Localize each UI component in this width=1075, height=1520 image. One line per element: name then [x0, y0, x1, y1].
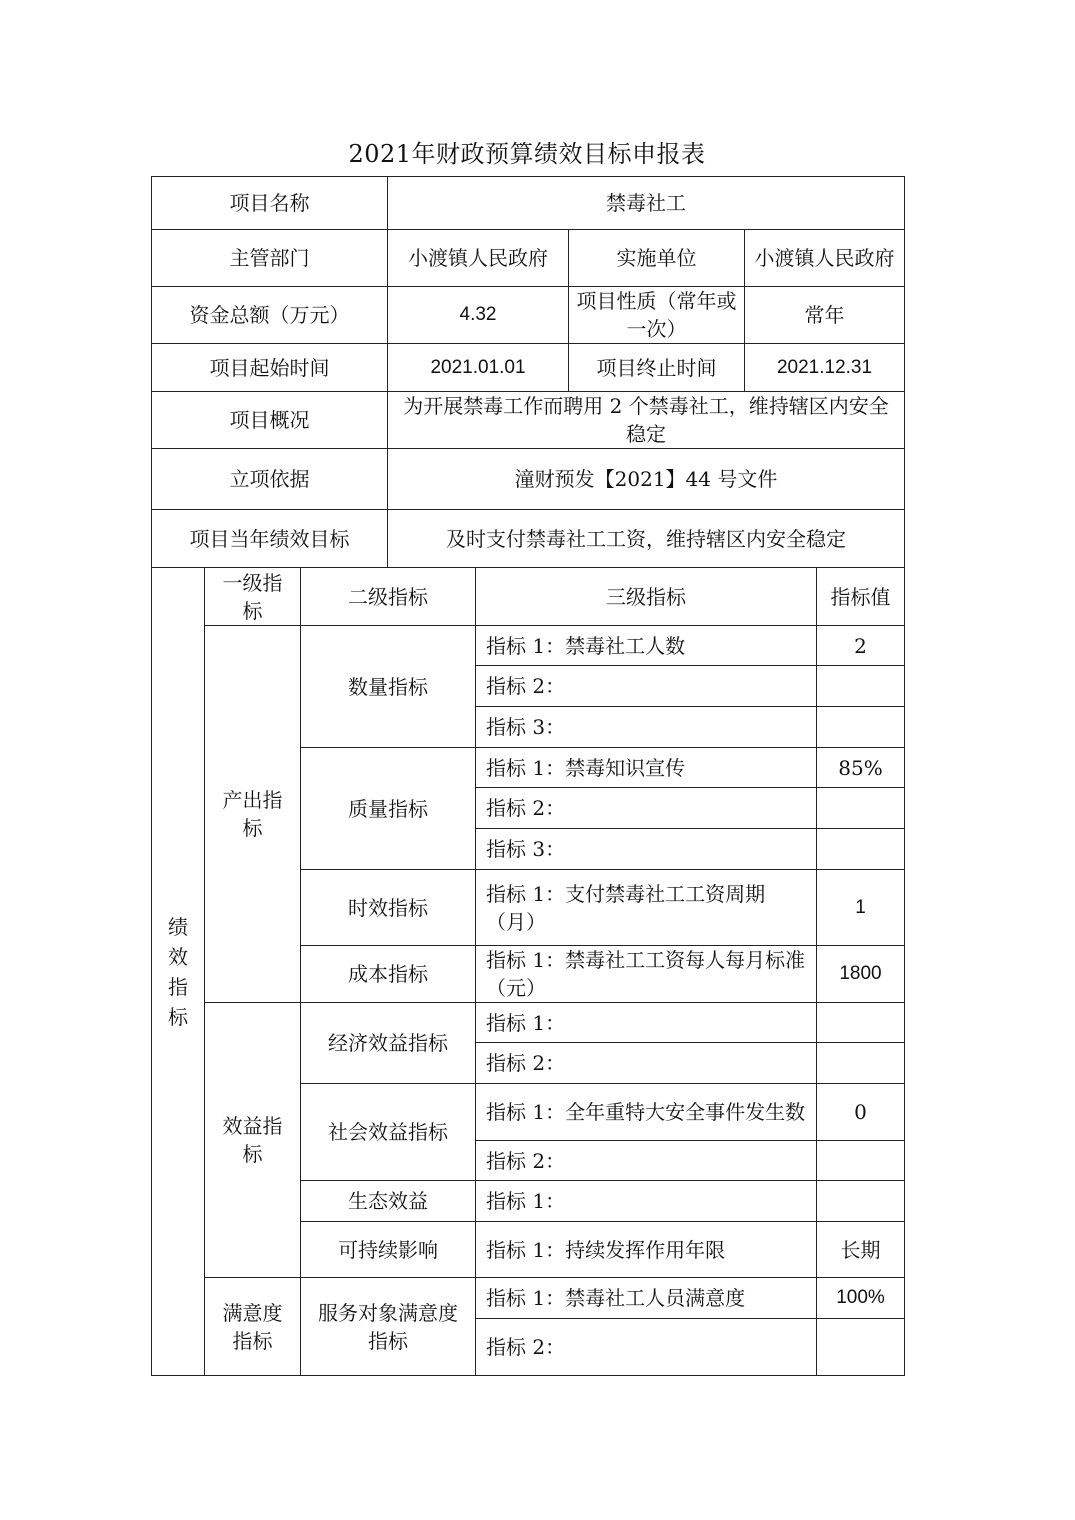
benefit-label: 效益指标	[205, 1003, 301, 1278]
quantity-value-3	[817, 707, 905, 748]
satisfaction-value-1: 100%	[817, 1278, 905, 1319]
quantity-indicator-3: 指标 3：	[476, 707, 817, 748]
header-level1: 一级指标	[205, 568, 301, 626]
ecological-indicator-1: 指标 1：	[476, 1181, 817, 1222]
project-name-label: 项目名称	[152, 177, 388, 230]
economic-label: 经济效益指标	[301, 1003, 476, 1084]
sustainable-label: 可持续影响	[301, 1222, 476, 1278]
fund-label: 资金总额（万元）	[152, 287, 388, 344]
end-label: 项目终止时间	[569, 344, 745, 392]
basis-value: 潼财预发【2021】44 号文件	[388, 449, 905, 510]
overview-label: 项目概况	[152, 392, 388, 449]
ecological-label: 生态效益	[301, 1181, 476, 1222]
satisfaction-value-2	[817, 1319, 905, 1376]
quality-value-2	[817, 788, 905, 829]
project-info-table	[151, 176, 905, 568]
basis-label: 立项依据	[152, 449, 388, 510]
satisfaction-label: 满意度指标	[205, 1278, 301, 1376]
quality-indicator-1: 指标 1：禁毒知识宣传	[476, 748, 817, 788]
impl-value: 小渡镇人民政府	[745, 230, 905, 287]
end-value: 2021.12.31	[745, 344, 905, 392]
social-indicator-2: 指标 2：	[476, 1141, 817, 1181]
nature-value: 常年	[745, 287, 905, 344]
quantity-label: 数量指标	[301, 626, 476, 748]
timeliness-value-1: 1	[817, 870, 905, 946]
goal-label: 项目当年绩效目标	[152, 510, 388, 568]
header-value: 指标值	[817, 568, 905, 626]
start-value: 2021.01.01	[388, 344, 569, 392]
fund-value: 4.32	[388, 287, 569, 344]
timeliness-indicator-1: 指标 1：支付禁毒社工工资周期（月）	[476, 870, 817, 946]
quality-value-1: 85%	[817, 748, 905, 788]
cost-indicator-1: 指标 1：禁毒社工工资每人每月标准（元）	[476, 946, 817, 1003]
economic-indicator-2: 指标 2：	[476, 1043, 817, 1084]
quality-indicator-2: 指标 2：	[476, 788, 817, 829]
quantity-indicator-2: 指标 2：	[476, 666, 817, 707]
dept-value: 小渡镇人民政府	[388, 230, 569, 287]
ecological-value-1	[817, 1181, 905, 1222]
cost-value-1: 1800	[817, 946, 905, 1003]
service-satisfaction-label: 服务对象满意度指标	[301, 1278, 476, 1376]
satisfaction-indicator-2: 指标 2：	[476, 1319, 817, 1376]
project-name-value: 禁毒社工	[388, 177, 905, 230]
quality-indicator-3: 指标 3：	[476, 829, 817, 870]
performance-indicator-table	[151, 567, 905, 1376]
quality-value-3	[817, 829, 905, 870]
economic-value-1	[817, 1003, 905, 1043]
quality-label: 质量指标	[301, 748, 476, 870]
economic-value-2	[817, 1043, 905, 1084]
social-value-1: 0	[817, 1084, 905, 1141]
social-label: 社会效益指标	[301, 1084, 476, 1181]
header-level2: 二级指标	[301, 568, 476, 626]
cost-label: 成本指标	[301, 946, 476, 1003]
output-label: 产出指标	[205, 626, 301, 1003]
perf-section-label: 绩效指标	[152, 568, 205, 1376]
start-label: 项目起始时间	[152, 344, 388, 392]
sustainable-value-1: 长期	[817, 1222, 905, 1278]
timeliness-label: 时效指标	[301, 870, 476, 946]
sustainable-indicator-1: 指标 1：持续发挥作用年限	[476, 1222, 817, 1278]
overview-value: 为开展禁毒工作而聘用 2 个禁毒社工，维持辖区内安全稳定	[388, 392, 905, 449]
impl-label: 实施单位	[569, 230, 745, 287]
quantity-indicator-1: 指标 1：禁毒社工人数	[476, 626, 817, 666]
satisfaction-indicator-1: 指标 1：禁毒社工人员满意度	[476, 1278, 817, 1319]
nature-label: 项目性质（常年或一次）	[569, 287, 745, 344]
economic-indicator-1: 指标 1：	[476, 1003, 817, 1043]
quantity-value-2	[817, 666, 905, 707]
dept-label: 主管部门	[152, 230, 388, 287]
goal-value: 及时支付禁毒社工工资，维持辖区内安全稳定	[388, 510, 905, 568]
header-level3: 三级指标	[476, 568, 817, 626]
social-indicator-1: 指标 1：全年重特大安全事件发生数	[476, 1084, 817, 1141]
page-title: 2021年财政预算绩效目标申报表	[348, 140, 706, 168]
social-value-2	[817, 1141, 905, 1181]
quantity-value-1: 2	[817, 626, 905, 666]
